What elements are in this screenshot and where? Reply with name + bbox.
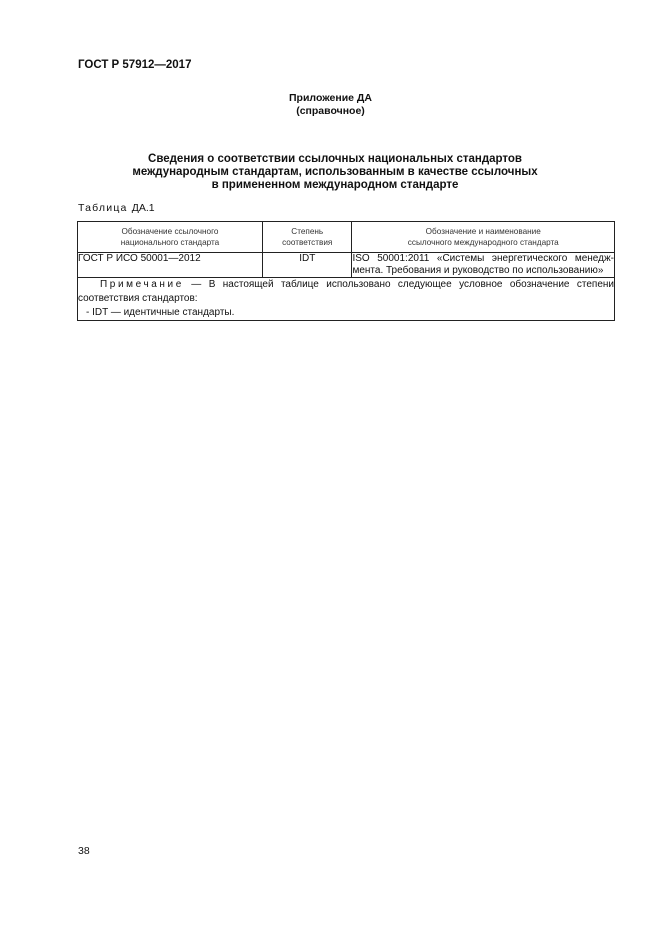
heading-line: в примененном международном стандарте bbox=[211, 179, 459, 191]
annex-subtitle: (справочное) bbox=[296, 105, 365, 117]
header-line: соответствия bbox=[282, 238, 333, 247]
note-text: — В настоящей таблице использовано следующее условное обозначение степени соответствия стандартов: bbox=[78, 279, 614, 304]
document-code: ГОСТ Р 57912—2017 bbox=[78, 59, 192, 71]
table-caption bbox=[78, 202, 155, 214]
table-header-row bbox=[78, 222, 615, 253]
header-line: национального стандарта bbox=[120, 238, 220, 247]
national-standard-cell: ГОСТ Р ИСО 50001—2012 bbox=[78, 253, 263, 278]
header-line: Обозначение ссылочного bbox=[121, 227, 219, 236]
table-note bbox=[78, 278, 615, 321]
table-caption-number: ДА.1 bbox=[131, 202, 155, 214]
table-row bbox=[78, 253, 615, 278]
header-line: Степень bbox=[291, 227, 324, 236]
column-header-international-standard bbox=[352, 222, 615, 253]
table-note-row bbox=[78, 278, 615, 321]
table-caption-label: Таблица bbox=[78, 202, 128, 214]
section-heading bbox=[120, 153, 550, 192]
note-label: Примечание bbox=[100, 279, 184, 290]
column-header-national-standard bbox=[78, 222, 263, 253]
annex-title: Приложение ДА bbox=[289, 92, 372, 104]
note-item: - IDT — идентичные стандарты. bbox=[86, 307, 235, 318]
degree-cell: IDT bbox=[263, 253, 352, 278]
correspondence-table bbox=[77, 221, 615, 321]
column-header-degree bbox=[263, 222, 352, 253]
heading-line: Сведения о соответствии ссылочных национальных стандартов bbox=[148, 153, 522, 165]
international-standard-cell: ISO 50001:2011 «Системы энергетического менедж-мента. Требования и руководство по использованию» bbox=[352, 253, 614, 276]
heading-line: международным стандартам, использованным в качестве ссылочных bbox=[132, 166, 538, 178]
header-line: Обозначение и наименование bbox=[425, 227, 541, 236]
page-number: 38 bbox=[78, 845, 90, 857]
header-line: ссылочного международного стандарта bbox=[407, 238, 559, 247]
annex-block bbox=[0, 92, 661, 118]
